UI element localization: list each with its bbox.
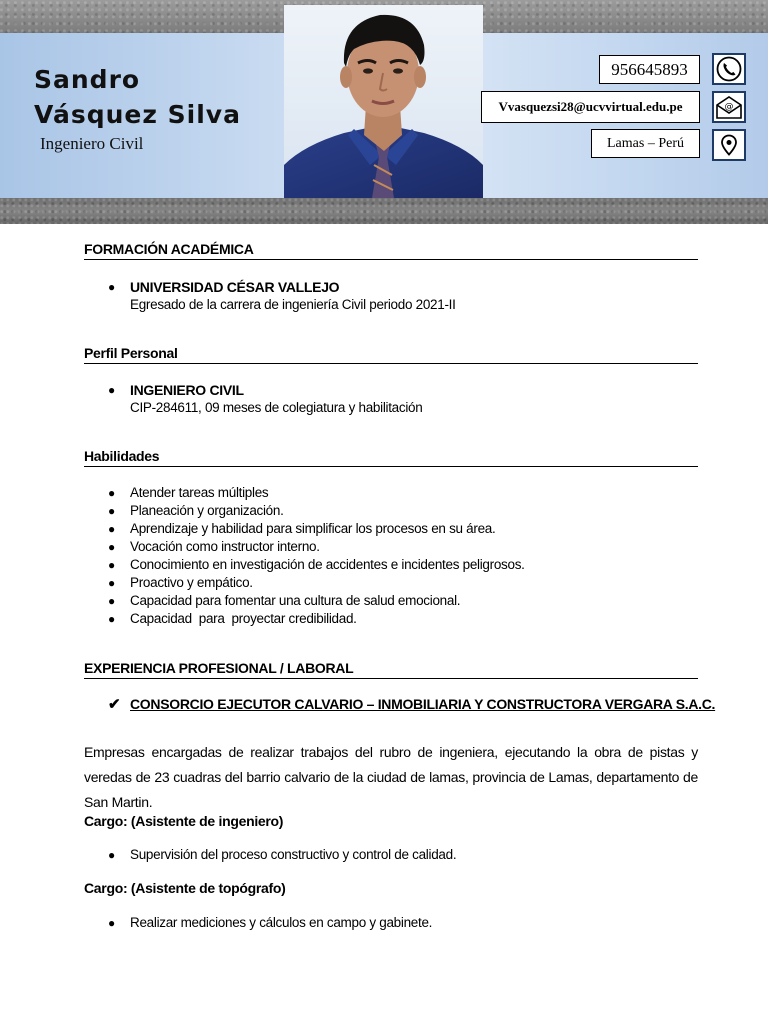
bullet-icon: ● [108,612,115,626]
perfil-list [108,381,708,417]
first-name: Sandro [34,65,141,94]
section-title-experiencia: EXPERIENCIA PROFESIONAL / LABORAL [84,660,698,679]
bullet-icon: ● [108,916,115,930]
skill-text: Aprendizaje y habilidad para simplificar los procesos en su área. [130,521,496,536]
list-item [108,846,708,864]
degree-detail: Egresado de la carrera de ingeniería Civil periodo 2021-II [130,297,456,312]
bullet-icon: ● [108,383,115,397]
skill-text: Capacidad para fomentar una cultura de salud emocional. [130,593,461,608]
svg-text:@: @ [724,102,734,112]
skill-text: Conocimiento en investigación de accidentes e incidentes peligrosos. [130,557,525,572]
role-tasks [108,914,708,932]
formacion-list [108,278,708,314]
list-item [108,502,708,520]
list-item [108,381,708,417]
list-item [108,520,708,538]
list-item [108,914,708,932]
phone-icon [716,56,742,82]
skills-list [108,484,708,628]
bullet-icon: ● [108,486,115,500]
bullet-icon: ● [108,522,115,536]
list-item [108,592,708,610]
bullet-icon: ● [108,280,115,294]
location-pin-icon[interactable] [712,129,746,161]
list-item [108,556,708,574]
phone-field[interactable]: 956645893 [599,55,700,84]
email-field[interactable]: Vvasquezsi28@ucvvirtual.edu.pe [481,91,700,123]
task-text: Realizar mediciones y cálculos en campo y gabinete. [130,915,433,930]
candidate-name [34,62,274,132]
skill-text: Proactivo y empático. [130,575,253,590]
profile-photo-illustration [284,5,483,198]
profile-title: INGENIERO CIVIL [130,382,244,398]
email-icon[interactable] [712,91,746,123]
header-texture-bottom [0,198,768,224]
skill-text: Atender tareas múltiples [130,485,269,500]
list-item [108,574,708,592]
section-title-perfil: Perfil Personal [84,345,698,364]
bullet-icon: ● [108,540,115,554]
list-item [108,538,708,556]
company-description: Empresas encargadas de realizar trabajos del rubro de ingeniera, ejecutando la obra de pistas y veredas de 23 cuadras del barrio calvario de la ciudad de lamas, provincia de Lamas, departamento de San Martin. [84,744,698,810]
checkmark-icon: ✔ [108,696,121,713]
university-name: UNIVERSIDAD CÉSAR VALLEJO [130,279,340,295]
location-pin-icon [720,134,738,156]
bullet-icon: ● [108,848,115,862]
bullet-icon: ● [108,504,115,518]
company-row [108,695,715,713]
list-item [108,278,708,314]
profession: Ingeniero Civil [40,134,144,153]
bullet-icon: ● [108,558,115,572]
location-field[interactable]: Lamas – Perú [591,129,700,158]
task-text: Supervisión del proceso constructivo y control de calidad. [130,847,457,862]
section-title-formacion: FORMACIÓN ACADÉMICA [84,241,698,260]
section-title-habilidades: Habilidades [84,448,698,467]
skill-text: Planeación y organización. [130,503,284,518]
company-name: CONSORCIO EJECUTOR CALVARIO – INMOBILIARIA Y CONSTRUCTORA VERGARA S.A.C. [130,696,716,712]
last-name: Vásquez Silva [34,100,241,129]
bullet-icon: ● [108,576,115,590]
role-title: Cargo: (Asistente de ingeniero) [84,813,284,829]
skill-text: Capacidad para proyectar credibilidad. [130,611,357,626]
list-item [108,484,708,502]
bullet-icon: ● [108,594,115,608]
profile-detail: CIP-284611, 09 meses de colegiatura y habilitación [130,400,423,415]
phone-icon[interactable] [712,53,746,85]
envelope-icon [715,94,743,120]
role-tasks [108,846,708,864]
profile-photo [284,5,483,198]
skill-text: Vocación como instructor interno. [130,539,320,554]
list-item [108,610,708,628]
role-title: Cargo: (Asistente de topógrafo) [84,880,286,896]
